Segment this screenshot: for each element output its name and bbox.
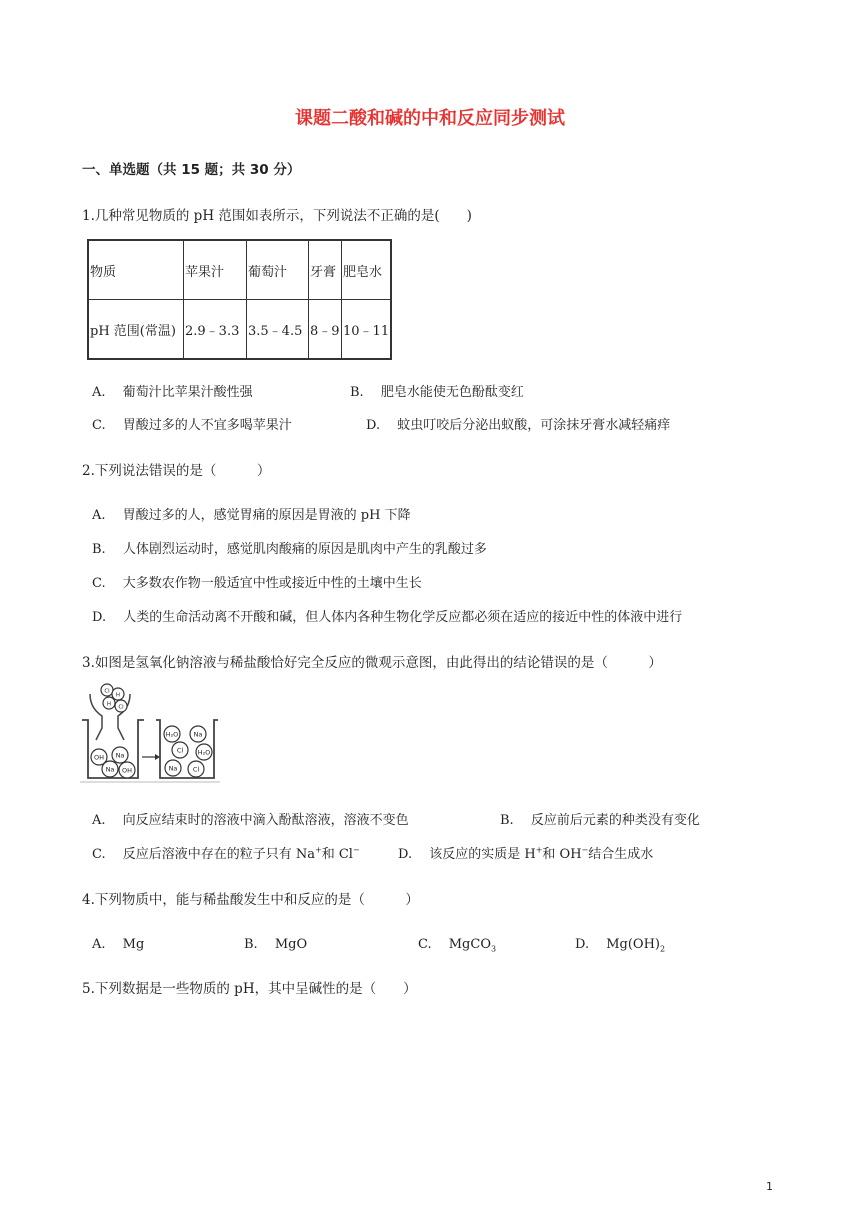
question-1-stem: 1.几种常见物质的 pH 范围如表所示，下列说法不正确的是( ) <box>82 208 472 224</box>
option-text: 和 Cl <box>321 847 353 862</box>
table-header-cell: 物质 <box>88 240 184 300</box>
option-text: 和 OH <box>542 847 582 862</box>
q1-option-a[interactable]: A. 葡萄汁比苹果汁酸性强 <box>92 385 253 400</box>
option-text: C. MgCO <box>418 937 491 952</box>
formula-subscript: 2 <box>660 944 666 954</box>
section-heading: 一、单选题（共 15 题；共 30 分） <box>82 162 301 178</box>
question-4-stem: 4.下列物质中，能与稀盐酸发生中和反应的是（ ） <box>82 892 419 908</box>
table-cell: 10﹣11 <box>342 300 392 360</box>
charge-superscript: + <box>535 845 543 855</box>
charge-superscript: + <box>315 845 322 855</box>
option-text: 结合生成水 <box>588 847 654 862</box>
charge-superscript: − <box>581 845 589 855</box>
option-text: C. 反应后溶液中存在的粒子只有 Na <box>92 847 316 862</box>
q3-option-a[interactable]: A. 向反应结束时的溶液中滴入酚酞溶液，溶液不变色 <box>92 813 409 828</box>
question-2-stem: 2.下列说法错误的是（ ） <box>82 463 271 479</box>
formula-subscript: 3 <box>491 944 497 954</box>
q3-option-c[interactable] <box>92 843 360 862</box>
table-row <box>88 240 391 300</box>
ion-label: H₂O <box>197 748 211 757</box>
ion-label: Na <box>105 765 115 774</box>
question-5-stem: 5.下列数据是一些物质的 pH，其中呈碱性的是（ ） <box>82 981 417 997</box>
q1-option-d[interactable]: D. 蚊虫叮咬后分泌出蚁酸，可涂抹牙膏水减轻痛痒 <box>366 418 671 433</box>
table-cell: 3.5﹣4.5 <box>247 300 309 360</box>
q1-option-b[interactable]: B. 肥皂水能使无色酚酞变红 <box>350 385 524 400</box>
table-header-cell: 葡萄汁 <box>247 240 309 300</box>
ion-label: H₂O <box>165 730 179 739</box>
table-row <box>88 300 391 360</box>
table-header-cell: 苹果汁 <box>184 240 247 300</box>
reaction-diagram <box>80 678 220 784</box>
ion-label: Na <box>193 730 203 739</box>
ion-label: H <box>115 692 121 699</box>
ph-range-table <box>87 239 392 360</box>
ion-label: Na <box>115 751 125 760</box>
table-cell: pH 范围(常温) <box>88 300 184 360</box>
ion-label: OH <box>121 766 133 775</box>
ion-label: Cl <box>176 746 184 755</box>
q2-option-c[interactable]: C. 大多数农作物一般适宜中性或接近中性的土壤中生长 <box>92 576 422 591</box>
table-cell: 2.9﹣3.3 <box>184 300 247 360</box>
ion-particles <box>91 684 212 778</box>
q1-option-c[interactable]: C. 胃酸过多的人不宜多喝苹果汁 <box>92 418 292 433</box>
q4-option-a[interactable]: A. Mg <box>92 937 145 952</box>
q4-option-c[interactable] <box>418 933 496 954</box>
ion-label: Na <box>168 764 178 773</box>
q2-option-a[interactable]: A. 胃酸过多的人，感觉胃痛的原因是胃液的 pH 下降 <box>92 508 411 523</box>
table-cell: 8﹣9 <box>309 300 342 360</box>
ion-label: Cl <box>192 765 200 774</box>
ion-label: H <box>106 701 112 708</box>
q4-option-d[interactable] <box>575 933 665 954</box>
ion-label: Cl <box>118 704 124 711</box>
q4-option-b[interactable]: B. MgO <box>244 937 308 952</box>
table-header-cell: 肥皂水 <box>342 240 392 300</box>
funnel-left-wall <box>90 694 102 740</box>
option-text: D. Mg(OH) <box>575 937 660 952</box>
q3-option-d[interactable] <box>398 843 653 862</box>
page-number: 1 <box>766 1180 773 1193</box>
ion-label: OH <box>93 753 105 762</box>
question-3-stem: 3.如图是氢氧化钠溶液与稀盐酸恰好完全反应的微观示意图，由此得出的结论错误的是（ ） <box>82 655 662 671</box>
option-text: D. 该反应的实质是 H <box>398 847 536 862</box>
table-header-cell: 牙膏 <box>309 240 342 300</box>
q2-option-b[interactable]: B. 人体剧烈运动时，感觉肌肉酸痛的原因是肌肉中产生的乳酸过多 <box>92 542 487 557</box>
page-title: 课题二酸和碱的中和反应同步测试 <box>295 108 565 129</box>
charge-superscript: − <box>352 845 360 855</box>
ion-label: Cl <box>104 688 110 695</box>
q2-option-d[interactable]: D. 人类的生命活动离不开酸和碱，但人体内各种生物化学反应都必须在适应的接近中性的体液中进行 <box>92 610 683 625</box>
q3-option-b[interactable]: B. 反应前后元素的种类没有变化 <box>500 813 700 828</box>
